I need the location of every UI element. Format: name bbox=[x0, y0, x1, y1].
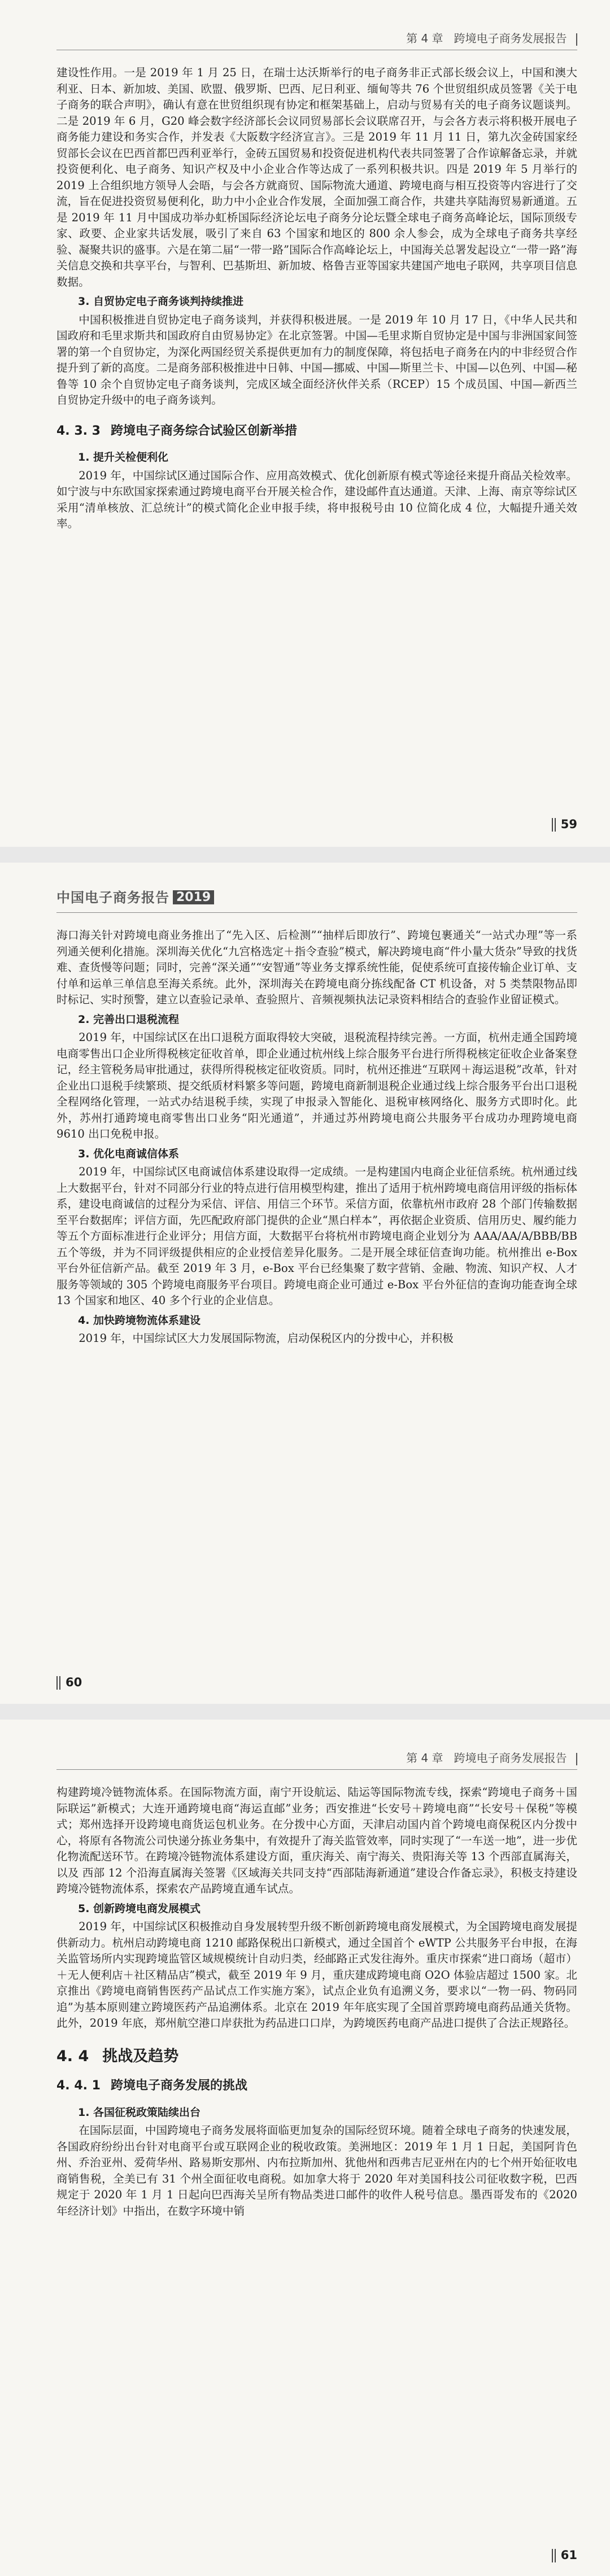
chapter-section-heading bbox=[56, 2049, 577, 2065]
paragraph: 建设性作用。一是 2019 年 1 月 25 日，在瑞士达沃斯举行的电子商务非正式部长级会议上，中国和澳大利亚、日本、新加坡、美国、欧盟、俄罗斯、巴西、尼日利亚、缅甸等共 76 个世贸组织成员签署《关于电子商务的联合声明》，确认有意在世贸组织现有协定和框架基础上，启动与贸易有关的电子商务议题谈判。二是 2019 年 6 月，G20 峰会数字经济部长会议同贸易部长会议联席召开，与会各方表示将积极开展电子商务能力建设和务实合作，并发表《大阪数字经济宣言》。三是 2019 年 11 月 11 日，第九次金砖国家经贸部长会议在巴西首都巴西利亚举行，金砖五国贸易和投资促进机构代表共同签署了合作谅解备忘录，并就投资便利化、电子商务、知识产权及中小企业合作等达成了一系列积极共识。四是 2019 年 5 月举行的 2019 上合组织地方领导人会晤，与会各方就商贸、国际物流大通道、跨境电商与相互投资等内容进行了交流，旨在促进投资贸易便利化，助力中小企业合作发展，全面加强工商合作，共建共享陆海贸易新通道。五是 2019 年 11 月中国成功举办虹桥国际经济论坛电子商务分论坛暨全球电子商务高峰论坛，国际顶级专家、政要、企业家共话发展，吸引了来自 63 个国家和地区的 800 余人参会，成为全球电子商务共享经验、凝聚共识的盛事。六是在第二届“一带一路”国际合作高峰论坛上，中国海关总署发起设立“一带一路”海关信息交换和共享平台，与智利、巴基斯坦、新加坡、格鲁吉亚等国家共建国产地电子联网，共享项目信息数据。 bbox=[56, 66, 577, 288]
paragraph: 中国积极推进自贸协定电子商务谈判，并获得积极进展。一是 2019 年 10 月 17 日，《中华人民共和国政府和毛里求斯共和国政府自由贸易协定》在北京签署。中国—毛里求斯自贸协定是中国与非洲国家间签署的第一个自贸协定，为深化两国经贸关系提供更加有力的制度保障，将包括电子商务在内的中非经贸合作提升到了新的高度。二是商务部积极推进中日韩、中国—挪威、中国—斯里兰卡、中国—以色列、中国—秘鲁等 10 余个自贸协定电子商务谈判，完成区域全面经济伙伴关系（RCEP）15 个成员国、中国—新西兰自贸协定升级中的电子商务谈判。 bbox=[56, 313, 577, 406]
section-heading bbox=[56, 423, 577, 440]
section-number: 4. 3. 3 bbox=[56, 423, 101, 438]
subsection-heading: 3. 自贸协定电子商务谈判持续推进 bbox=[78, 295, 244, 308]
chapter-label: 第 4 章 bbox=[406, 32, 443, 45]
section-number: 4. 4 bbox=[56, 2047, 89, 2065]
chapter-title: 跨境电子商务发展报告 bbox=[454, 32, 567, 45]
paragraph: 2019 年，中国综试区在出口退税方面取得较大突破，退税流程持续完善。一方面，杭州走通全国跨境电商零售出口企业所得税核定征收首单，即企业通过杭州线上综合服务平台进行所得税核定征收企业备案登记，经主管税务局审批通过，获得所得税核定征收资质。同时，杭州还推进“互联网＋海运退税”改革，针对企业出口退税手续繁琐、提交纸质材料繁多等问题，跨境电商新制退税企业通过线上综合服务平台出口退税全程网络化管理，一站式办结退税手续，实现了申报录入智能化、退税审核网络化、服务方式即时化。此外，苏州打通跨境电商零售出口业务“阳光通道”，并通过苏州跨境电商公共服务平台成功办理跨境电商 9610 出口免税申报。 bbox=[56, 1031, 577, 1140]
paragraph: 构建跨境冷链物流体系。在国际物流方面，南宁开设航运、陆运等国际物流专线，探索“跨境电子商务＋国际联运”新模式；大连开通跨境电商“海运直邮”业务；西安推进“长安号＋跨境电商”“长安号＋保税”等模式；郑州选择开设跨境电商货运包机业务。在分拨中心方面，天津启动国内首个跨境电商保税区内分拨中心，将原有各物流公司快递分拣业务集中，有效提升了海关监管效率，同时实现了“一车送一地”，进一步优化物流配送环节。在跨境冷链物流体系建设方面，重庆海关、南宁海关、贵阳海关等 13 个西部直属海关，以及 西部 12 个沿海直属海关签署《区域海关共同支持“西部陆海新通道”建设合作备忘录》，积极支持建设跨境冷链物流体系，探索农产品跨境直通车试点。 bbox=[56, 1786, 577, 1895]
header-separator bbox=[576, 1753, 577, 1765]
report-logo: 中国电子商务报告 bbox=[56, 890, 169, 906]
page-60 bbox=[0, 863, 610, 1704]
paragraph: 2019 年，中国综试区大力发展国际物流，启动保税区内的分拨中心，并积极 bbox=[79, 1332, 454, 1345]
running-header bbox=[406, 29, 577, 46]
section-title: 挑战及趋势 bbox=[102, 2047, 179, 2065]
paragraph: 2019 年，中国综试区积极推动自身发展转型升级不断创新跨境电商发展模式，为全国跨境电商发展提供新动力。杭州启动跨境电商 1210 邮路保税出口新模式，通过全国首个 eWTP 公共服务平台申报，在海关监管场所内实现跨境监管区域规模统计自动归类，经邮路正式发往海外。重庆市探索“进口商场（超市）＋无人便利店＋社区精品店”模式，截至 2019 年 9 月，重庆建成跨境电商 O2O 体验店超过 1500 家。北京推出《跨境电商销售医药产品试点工作实施方案》，试点企业负有追溯义务，要求以“一物一码、物码同追”为基本原则建立跨境医药产品追溯体系。北京在 2019 年年底实现了全国首票跨境电商药品通关货物。此外，2019 年底，郑州航空港口岸获批为药品进口口岸，为跨境医药电商产品进口提供了合法正规路径。 bbox=[56, 1920, 578, 2030]
section-heading bbox=[56, 2078, 577, 2094]
section-number: 4. 4. 1 bbox=[56, 2079, 101, 2093]
page-61 bbox=[0, 1720, 610, 2576]
subsection-heading: 3. 优化电商诚信体系 bbox=[78, 1147, 180, 1160]
report-year: 2019 bbox=[173, 890, 214, 904]
page-59 bbox=[0, 0, 610, 847]
chapter-title: 跨境电子商务发展报告 bbox=[454, 1751, 567, 1765]
subsection-heading: 2. 完善出口退税流程 bbox=[78, 1013, 180, 1026]
paragraph: 2019 年，中国综试区通过国际合作、应用高效模式、优化创新原有模式等途径来提升商品关检效率。如宁波与中东欧国家探索通过跨境电商平台开展关检合作，建设邮件直达通道。天津、上海、南京等综试区采用“清单核放、汇总统计”的模式简化企业申报手续，将申报税号由 10 位简化成 4 位，大幅提升通关效率。 bbox=[56, 469, 577, 530]
page-body bbox=[56, 65, 577, 532]
header-rule bbox=[56, 1769, 577, 1770]
subsection-heading: 4. 加快跨境物流体系建设 bbox=[78, 1314, 201, 1327]
page-number-text: 60 bbox=[66, 1676, 82, 1689]
paragraph: 在国际层面，中国跨境电子商务发展将面临更加复杂的国际经贸环境。随着全球电子商务的快速发展，各国政府纷纷出台针对电商平台或互联网企业的税收政策。美洲地区：2019 年 1 月 1 日起，美国阿肯色州、乔治亚州、爱荷华州、路易斯安那州、内布拉斯加州、犹他州和西弗吉尼亚州在内的七个州开始征收电商销售税，全美已有 31 个州全面征收电商税。如加拿大将于 2020 年对美国科技公司征收数字税，巴西规定于 2020 年 1 月 1 日起向巴西海关呈所有物品类进口邮件的收件人税号信息。墨西哥发布的《2020 年经济计划》中指出，在数字环境中销 bbox=[56, 2124, 577, 2218]
section-title: 跨境电子商务综合试验区创新举措 bbox=[110, 423, 297, 438]
chapter-label: 第 4 章 bbox=[406, 1751, 443, 1765]
page-number-bars bbox=[56, 1676, 58, 1690]
page-number bbox=[552, 817, 577, 832]
page-number-text: 59 bbox=[560, 817, 577, 831]
page-body bbox=[56, 928, 577, 1347]
paragraph: 海口海关针对跨境电商业务推出了“先入区、后检测”“抽样后即放行”、跨境包裹通关“一站式办理”等一系列通关便利化措施。深圳海关优化“九宫格选定＋指令查验”模式，解决跨境电商“件小量大货杂”导致的找货难、查货慢等问题；同时，完善“深关通”“安智通”等业务支撑系统性能，促使系统可直接传输企业订单、支付单和运单三单信息至海关系统。此外，深圳海关在跨境电商分拣线配备 CT 机设备，对 5 类禁限物品即时标记、实时预警，建立以查验记录单、查验照片、音频视频执法记录资料相结合的查验作业留证模式。 bbox=[56, 929, 577, 1006]
paragraph: 2019 年，中国综试区电商诚信体系建设取得一定成绩。一是构建国内电商企业征信系统。杭州通过线上大数据平台，针对不同部分行业的特点进行信用模型构建，推出了适用于杭州跨境电商信用评级的指标体系，建设电商诚信的过程分为采信、评信、用信三个环节。采信方面，依靠杭州市政府 28 个部门传输数据至平台数据库；评信方面，先匹配政府部门提供的企业“黑白样本”，再依据企业资质、信用历史、履约能力等五个方面标准进行企业评分；用信方面，大数据平台将杭州市跨境电商企业划分为 AAA/AA/A/BBB/BB五个等级，并为不同评级提供相应的企业授信差异化服务。二是开展全球征信查询功能。杭州推出 e-Box 平台外征信新产品。截至 2019 年 3 月，e-Box 平台已经集聚了数字营销、金融、物流、知识产权、人才服务等领域的 305 个跨境电商服务平台项目。跨境电商企业可通过 e-Box 平台外征信的查询功能查询全球 13 个国家和地区、40 多个行业的企业信息。 bbox=[56, 1165, 577, 1307]
running-header bbox=[56, 886, 214, 906]
subsection-heading: 1. 提升关检便利化 bbox=[78, 451, 169, 463]
page-number-text: 61 bbox=[560, 2548, 577, 2562]
section-title: 跨境电子商务发展的挑战 bbox=[110, 2079, 247, 2093]
page-number bbox=[56, 1676, 82, 1690]
header-rule bbox=[56, 912, 577, 913]
page-number-bars bbox=[552, 818, 553, 832]
page-body bbox=[56, 1785, 577, 2219]
page-number bbox=[552, 2548, 577, 2562]
page-number-bars bbox=[552, 2549, 553, 2562]
subsection-heading: 5. 创新跨境电商发展模式 bbox=[78, 1902, 201, 1915]
header-separator bbox=[576, 33, 577, 46]
subsection-heading: 1. 各国征税政策陆续出台 bbox=[78, 2106, 201, 2119]
running-header bbox=[406, 1749, 577, 1765]
